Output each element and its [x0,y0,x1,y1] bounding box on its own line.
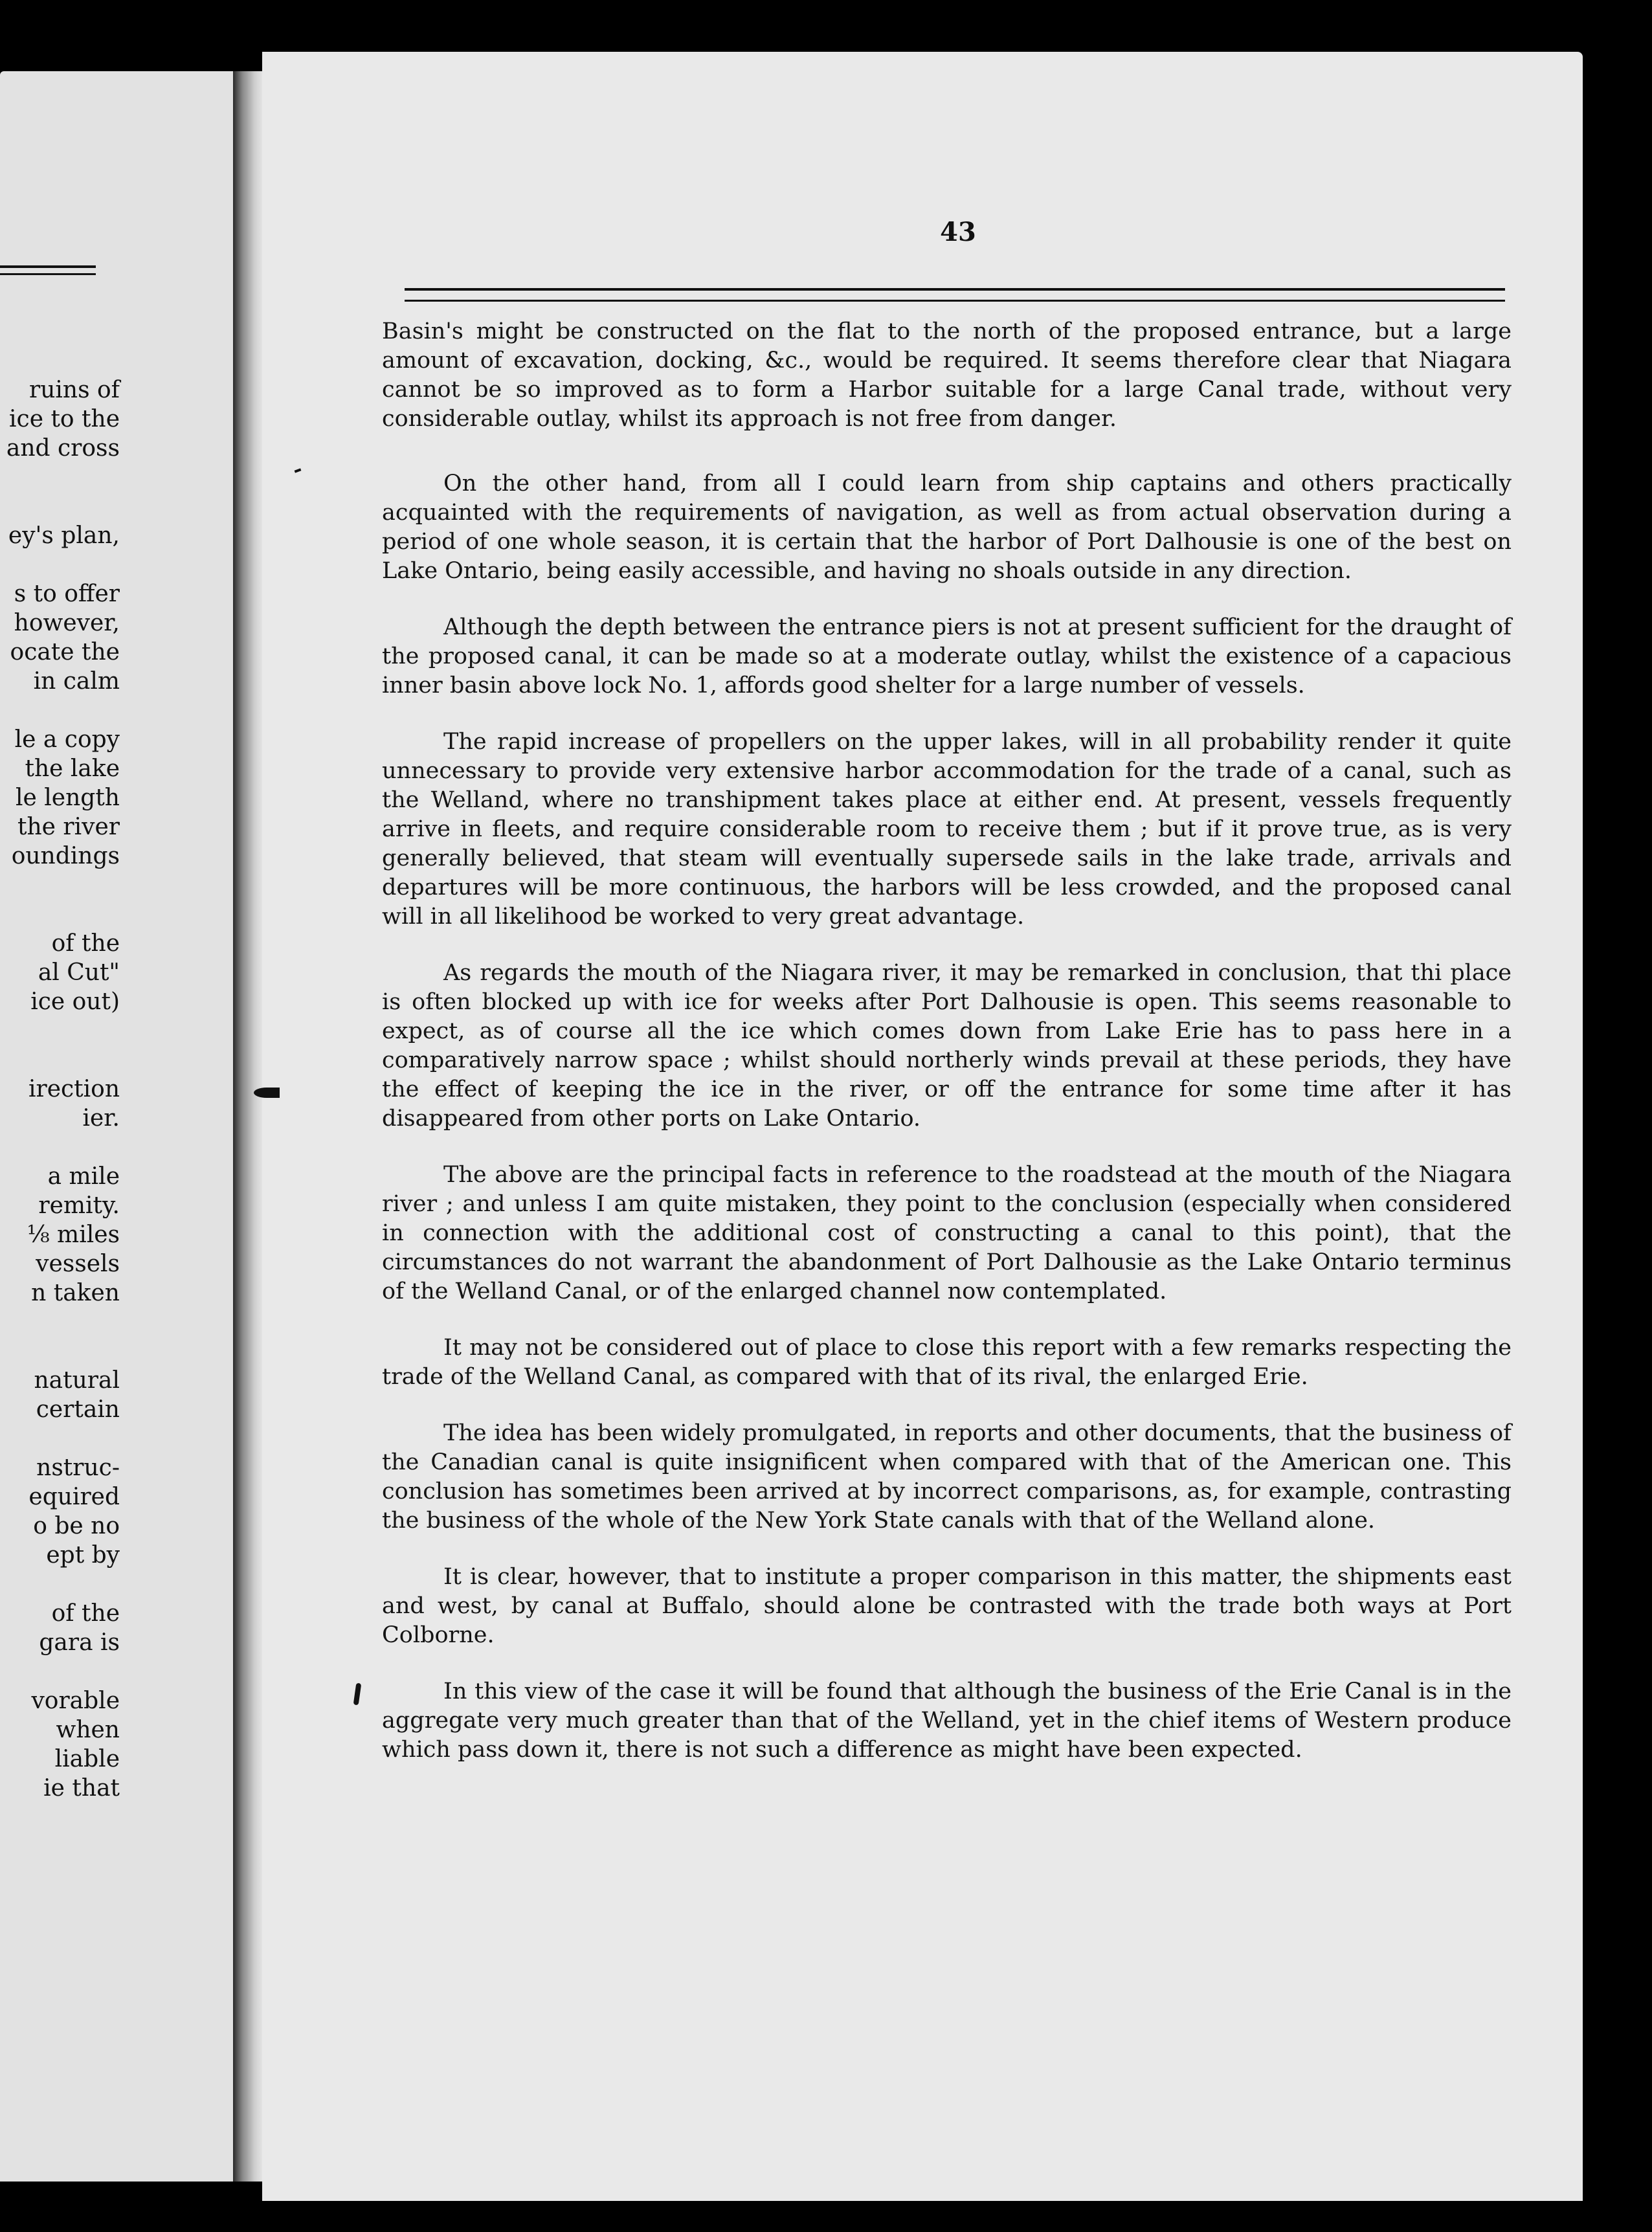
left-page-fragment: ruins of [28,377,120,403]
left-page-fragment: a mile [47,1163,120,1190]
left-page-fragment [0,1308,120,1337]
page-body [382,317,1512,1792]
left-header-rule-thin [0,273,96,275]
left-page-fragment: the lake [25,755,120,782]
page-number: 43 [940,217,976,247]
left-page-fragment: however, [14,610,120,636]
left-page-fragment: when [56,1717,120,1743]
paragraph-9: It is clear, however, that to institute a proper comparison in this matter, the shipments east and west, by canal at Buffalo, should alone be contrasted with the trade both ways at Port Colborne. [382,1564,1512,1648]
left-page-fragment: ept by [46,1542,120,1568]
left-page-fragment [0,900,120,929]
left-page-fragment: natural [34,1367,120,1394]
left-page-fragment [0,871,120,900]
left-page-fragment: gara is [39,1629,120,1656]
left-page-fragment [0,1133,120,1162]
previous-page-edge [0,71,236,2182]
left-page-fragment: le length [16,785,120,811]
left-page-fragment: equired [28,1484,120,1510]
left-page-fragment: o be no [33,1513,120,1539]
left-page-fragment: liable [54,1746,120,1772]
paragraph-7: It may not be considered out of place to close this report with a few remarks respecting the trade of the Welland Canal, as compared with that of its rival, the enlarged Erie. [382,1335,1512,1390]
left-page-fragment [0,1424,120,1453]
left-page-fragment: the river [17,814,120,840]
left-page-fragment: ey's plan, [8,522,120,549]
binding-ink-mark [254,1088,280,1098]
left-page-fragment [0,696,120,725]
left-page-fragment: ier. [82,1105,120,1132]
paragraph-1: Basin's might be constructed on the flat to the north of the proposed entrance, but a large amount of excavation, docking, &c., would be required. It seems therefore clear that Niagara cannot be so improved as to form a Harbor suitable for a large Canal trade, without very considerable outlay, whilst its approach is not free from danger. [382,318,1512,432]
left-page-fragment: s to offer [14,581,120,607]
left-page-fragment: remity. [38,1192,120,1219]
paragraph-4: The rapid increase of propellers on the upper lakes, will in all probability render it quite unnecessary to provide very extensive harbor accommodation for the trade of a canal, such as the Welland, where no transhipment takes place at either end. At present, vessels frequently arrive in fleets, and require considerable room to receive them ; but if it prove true, as is very generally believed, that steam will eventually supersede sails in the lake trade, arrivals and departures will be more continuous, the harbors will be less crowded, and the proposed canal will in all likelihood be worked to very great advantage. [382,729,1512,930]
paragraph-6: The above are the principal facts in reference to the roadstead at the mouth of the Niagara river ; and unless I am quite mistaken, they point to the conclusion (especially when considered in connection with the additional cost of constructing a canal to this point), that the circumstances do not warrant the abandonment of Port Dalhousie as the Lake Ontario terminus of the Welland Canal, or of the enlarged channel now contemplated. [382,1162,1512,1304]
left-page-fragment [0,492,120,521]
left-page-fragment: vessels [36,1251,120,1277]
left-page-fragment [0,1657,120,1686]
left-page-fragment: vorable [31,1688,120,1714]
binding-gutter [233,71,264,2182]
paragraph-8: The idea has been widely promulgated, in reports and other documents, that the business of the Canadian canal is quite insignificent when compared with that of the American one. This conclusion has sometimes been arrived at by incorrect comparisons, as, for example, contrasting the business of the whole of the New York State canals with that of the Welland alone. [382,1420,1512,1534]
left-page-fragment: ice to the [9,406,120,432]
paragraph-3: Although the depth between the entrance piers is not at present sufficient for the draught of the proposed canal, it can be made so at a moderate outlay, whilst the existence of a capacious inner basin above lock No. 1, affords good shelter for a large number of vessels. [382,614,1512,698]
left-header-rule [0,265,96,268]
left-page-fragment [0,1016,120,1045]
left-page-fragment: ocate the [10,639,120,665]
left-page-fragment: ⅛ miles [27,1222,120,1248]
left-page-fragment [0,550,120,579]
left-page-fragment [0,1570,120,1599]
left-page-fragment [0,1337,120,1366]
left-page-fragment: le a copy [14,726,120,753]
left-page-fragment: and cross [6,435,120,462]
left-page-fragment: ie that [43,1775,120,1802]
left-page-fragment: certain [36,1396,120,1423]
left-page-fragment: of the [51,1600,120,1627]
paragraph-2: On the other hand, from all I could learn from ship captains and others practically acquainted with the requirements of navigation, as well as from actual observation during a period of one whole season, it is certain that the harbor of Port Dalhousie is one of the best on Lake Ontario, being easily accessible, and having no shoals outside in any direction. [382,471,1512,584]
left-page-fragment: in calm [33,668,120,695]
left-page-fragment: of the [51,930,120,957]
paragraph-10: In this view of the case it will be found that although the business of the Erie Canal is in the aggregate very much greater than that of the Welland, yet in the chief items of Western produce which pass down it, there is not such a difference as might have been expected. [382,1679,1512,1763]
left-page-fragment: n taken [31,1280,120,1306]
left-page-fragment [0,463,120,492]
left-page-fragment: al Cut" [38,959,120,986]
header-rule [405,288,1505,302]
left-page-fragment: ice out) [30,988,120,1015]
left-page-fragment: oundings [11,843,120,869]
paragraph-5: As regards the mouth of the Niagara river, it may be remarked in conclusion, that thi place is often blocked up with ice for weeks after Port Dalhousie is open. This seems reasonable to expect, as of course all the ice which comes down from Lake Erie has to pass here in a comparatively narrow space ; whilst should northerly winds prevail at these periods, they have the effect of keeping the ice in the river, or off the entrance for some time after it has disappeared from other ports on Lake Ontario. [382,960,1512,1132]
left-page-fragment: nstruc- [36,1455,120,1481]
left-page-text [0,375,120,1803]
left-page-fragment [0,1045,120,1075]
left-page-fragment: irection [28,1076,120,1102]
